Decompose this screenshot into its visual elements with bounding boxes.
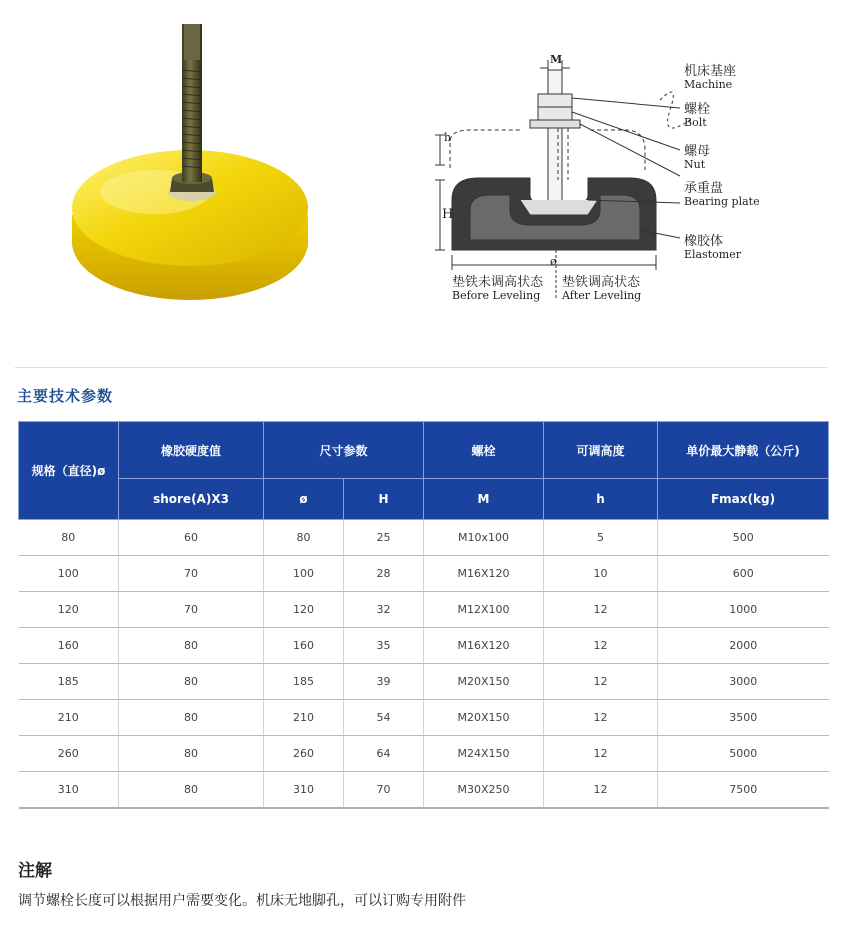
section-title: 主要技术参数 — [17, 387, 114, 405]
table-cell: 3500 — [658, 700, 829, 736]
table-cell: 310 — [264, 772, 344, 809]
table-cell: 70 — [119, 556, 264, 592]
table-cell: 64 — [344, 736, 424, 772]
table-cell: 80 — [119, 700, 264, 736]
table-cell: 185 — [264, 664, 344, 700]
table-cell: 210 — [264, 700, 344, 736]
note-title: 注解 — [18, 861, 52, 881]
table-cell: 60 — [119, 520, 264, 556]
table-cell: 7500 — [658, 772, 829, 809]
table-cell: 160 — [264, 628, 344, 664]
subheader-H: H — [344, 479, 424, 520]
spec-table — [18, 421, 829, 809]
table-cell: 5000 — [658, 736, 829, 772]
label-bearing-plate: 承重盘 Bearing plate — [684, 181, 760, 209]
table-cell: 160 — [19, 628, 119, 664]
subheader-rubber: shore(A)X3 — [119, 479, 264, 520]
table-cell: 28 — [344, 556, 424, 592]
table-cell: M16X120 — [424, 556, 544, 592]
table-cell: M24X150 — [424, 736, 544, 772]
table-row — [19, 592, 829, 628]
table-cell: 1000 — [658, 592, 829, 628]
subheader-h: h — [544, 479, 658, 520]
table-cell: 32 — [344, 592, 424, 628]
table-row — [19, 628, 829, 664]
label-machine: 机床基座 Machine — [684, 64, 737, 92]
table-cell: M20X150 — [424, 700, 544, 736]
header-size: 尺寸参数 — [264, 422, 424, 479]
table-cell: 2000 — [658, 628, 829, 664]
table-cell: 12 — [544, 628, 658, 664]
table-cell: 70 — [344, 772, 424, 809]
table-cell: 210 — [19, 700, 119, 736]
label-bolt: 螺栓 Bolt — [684, 102, 711, 130]
table-cell: 39 — [344, 664, 424, 700]
table-cell: 80 — [119, 736, 264, 772]
table-cell: 25 — [344, 520, 424, 556]
header-spec: 规格（直径)ø — [19, 422, 119, 520]
table-cell: 80 — [119, 664, 264, 700]
table-cell: 12 — [544, 592, 658, 628]
table-row — [19, 700, 829, 736]
header-load: 单价最大静载（公斤) — [658, 422, 829, 479]
table-cell: 185 — [19, 664, 119, 700]
table-cell: M30X250 — [424, 772, 544, 809]
table-cell: 10 — [544, 556, 658, 592]
table-cell: M12X100 — [424, 592, 544, 628]
header-adjust: 可调高度 — [544, 422, 658, 479]
table-cell: 600 — [658, 556, 829, 592]
subheader-M: M — [424, 479, 544, 520]
table-cell: 12 — [544, 772, 658, 809]
table-cell: 12 — [544, 700, 658, 736]
subheader-F: Fmax(kg) — [658, 479, 829, 520]
table-cell: 260 — [19, 736, 119, 772]
table-cell: 100 — [19, 556, 119, 592]
label-after-leveling: 垫铁调高状态 After Leveling — [562, 275, 642, 303]
leveling-diagram — [430, 50, 820, 320]
table-cell: 70 — [119, 592, 264, 628]
label-before-leveling: 垫铁未调高状态 Before Leveling — [452, 275, 544, 303]
table-cell: 12 — [544, 664, 658, 700]
table-cell: 3000 — [658, 664, 829, 700]
table-cell: 12 — [544, 736, 658, 772]
table-cell: 260 — [264, 736, 344, 772]
header-bolt: 螺栓 — [424, 422, 544, 479]
table-cell: M10x100 — [424, 520, 544, 556]
section-divider — [15, 367, 827, 368]
table-cell: 54 — [344, 700, 424, 736]
dim-big-h-label: H — [442, 207, 454, 222]
table-cell: 35 — [344, 628, 424, 664]
table-row — [19, 736, 829, 772]
table-row — [19, 520, 829, 556]
table-cell: 80 — [19, 520, 119, 556]
table-cell: 500 — [658, 520, 829, 556]
dim-h-label: h — [444, 131, 452, 144]
table-cell: 100 — [264, 556, 344, 592]
header-rubber: 橡胶硬度值 — [119, 422, 264, 479]
table-cell: 80 — [264, 520, 344, 556]
table-cell: 310 — [19, 772, 119, 809]
note-text: 调节螺栓长度可以根据用户需要变化。机床无地脚孔，可以订购专用附件 — [18, 893, 466, 909]
dim-dia-label: ø — [550, 255, 557, 268]
table-cell: 80 — [119, 772, 264, 809]
table-cell: 120 — [19, 592, 119, 628]
table-row — [19, 664, 829, 700]
subheader-dia: ø — [264, 479, 344, 520]
table-cell: M20X150 — [424, 664, 544, 700]
label-nut: 螺母 Nut — [684, 144, 711, 172]
table-row — [19, 772, 829, 809]
table-cell: 120 — [264, 592, 344, 628]
table-cell: M16X120 — [424, 628, 544, 664]
product-photo — [60, 10, 350, 310]
table-row — [19, 556, 829, 592]
table-cell: 5 — [544, 520, 658, 556]
label-elastomer: 橡胶体 Elastomer — [684, 234, 741, 262]
dim-m-label: M — [550, 53, 563, 66]
table-cell: 80 — [119, 628, 264, 664]
